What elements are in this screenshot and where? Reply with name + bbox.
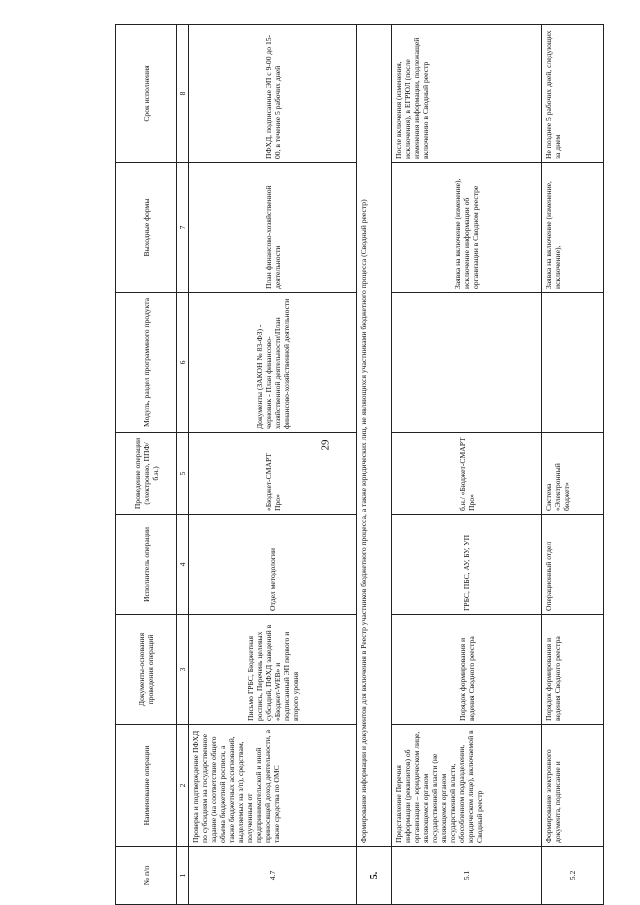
executor-cell: Операционный отдел (542, 515, 604, 615)
index-cell: 3 (177, 615, 189, 725)
output-cell: Заявка на включение (изменение, исключение), (542, 163, 604, 293)
index-cell: 2 (177, 725, 189, 847)
deadline-cell: Не позднее 5 рабочих дней, следующих за днем (542, 25, 604, 163)
operation-name: Формирование электронного документа, подписание и (542, 725, 604, 847)
header-operation-name: Наименование операции (116, 725, 177, 847)
table-row-5-1 (392, 25, 542, 905)
deadline-cell: ПФХД, подписанные ЭП с 9-00 до 15-00, в течение 5 рабочих дней (189, 25, 357, 163)
operation-name: Представление Перечня информации (реквизитов) об организации – юридическом лице, являющемся органом государственной власти (не являющемся органом государственной власти, обособленном подразделении, юридическом лице), включаемой в Сводный реестр (392, 725, 542, 847)
page-number: 29 (319, 439, 331, 451)
output-cell: План финансово-хозяйственной деятельности (189, 163, 357, 293)
header-executor: Исполнитель операции (116, 515, 177, 615)
index-row (177, 25, 189, 905)
header-deadline: Срок исполнения (116, 25, 177, 163)
index-cell: 4 (177, 515, 189, 615)
documents-cell: Письмо ГРБС, Бюджетная роспись, Перечень целевых субсидий, ПФХД заведений в «Бюджет-WEB» и подписанный ЭП первого и второго уровня (189, 615, 357, 725)
index-cell: 6 (177, 293, 189, 433)
section-row (357, 25, 392, 905)
header-conduct: Проведение операции (электронно, ППФ/б.н.) (116, 433, 177, 515)
executor-cell: ГРБС, ПБС, АУ, БУ, УП (392, 515, 542, 615)
module-cell (542, 293, 604, 433)
module-cell: Документы (ЗАКОН № 83-ФЗ) - черновик - План финансово-хозяйственной деятельности\План финансово-хозяйственной деятельности (189, 293, 357, 433)
table-row-5-2 (542, 25, 604, 905)
index-cell: 8 (177, 25, 189, 163)
section-title: Формирование информации и документов для включения в Реестр участников бюджетного процесса, а также юридических лиц, не являющихся участниками бюджетного процесса (Сводный реестр) (357, 25, 392, 847)
conduct-cell: б.н./ «Бюджет-СМАРТ Про» (392, 433, 542, 515)
index-cell: 7 (177, 163, 189, 293)
operation-name: Проверка и подтверждение ПФХД по субсидиям на государственное задание (на соответствие общего объема бюджетной росписи, а также бюджетных ассигнований, выделяемых на з/п), средствам, полученным от предпринимательской и иной приносящей доход деятельности, а также средства по ОМС (189, 725, 357, 847)
header-output-forms: Выходные формы (116, 163, 177, 293)
module-cell (392, 293, 542, 433)
conduct-cell: «Бюджет-СМАРТ Про» (189, 433, 357, 515)
header-row (116, 25, 177, 905)
executor-cell: Отдел методологии (189, 515, 357, 615)
documents-cell: Порядок формирования и ведения Сводного реестра (542, 615, 604, 725)
index-cell: 1 (177, 847, 189, 905)
operations-table (115, 24, 604, 905)
header-documents: Документы-основания проведения операций (116, 615, 177, 725)
documents-cell: Порядок формирования и ведения Сводного реестра (392, 615, 542, 725)
deadline-cell: После включения (изменения, исключения), в ЕГРЮЛ (после изменения информации, подлежащей включению в Сводный реестр (392, 25, 542, 163)
output-cell: Заявка на включение (изменение), исключение информации об организации в Сводном реестре (392, 163, 542, 293)
rotated-page-content (115, 25, 640, 905)
row-number: 5.1 (392, 847, 542, 905)
header-module: Модуль, раздел программного продукта (116, 293, 177, 433)
table-row-4-7 (189, 25, 357, 905)
header-num: № п/п (116, 847, 177, 905)
section-number: 5. (357, 847, 392, 905)
conduct-cell: Система «Электронный бюджет» (542, 433, 604, 515)
row-number: 5.2 (542, 847, 604, 905)
row-number: 4.7 (189, 847, 357, 905)
index-cell: 5 (177, 433, 189, 515)
